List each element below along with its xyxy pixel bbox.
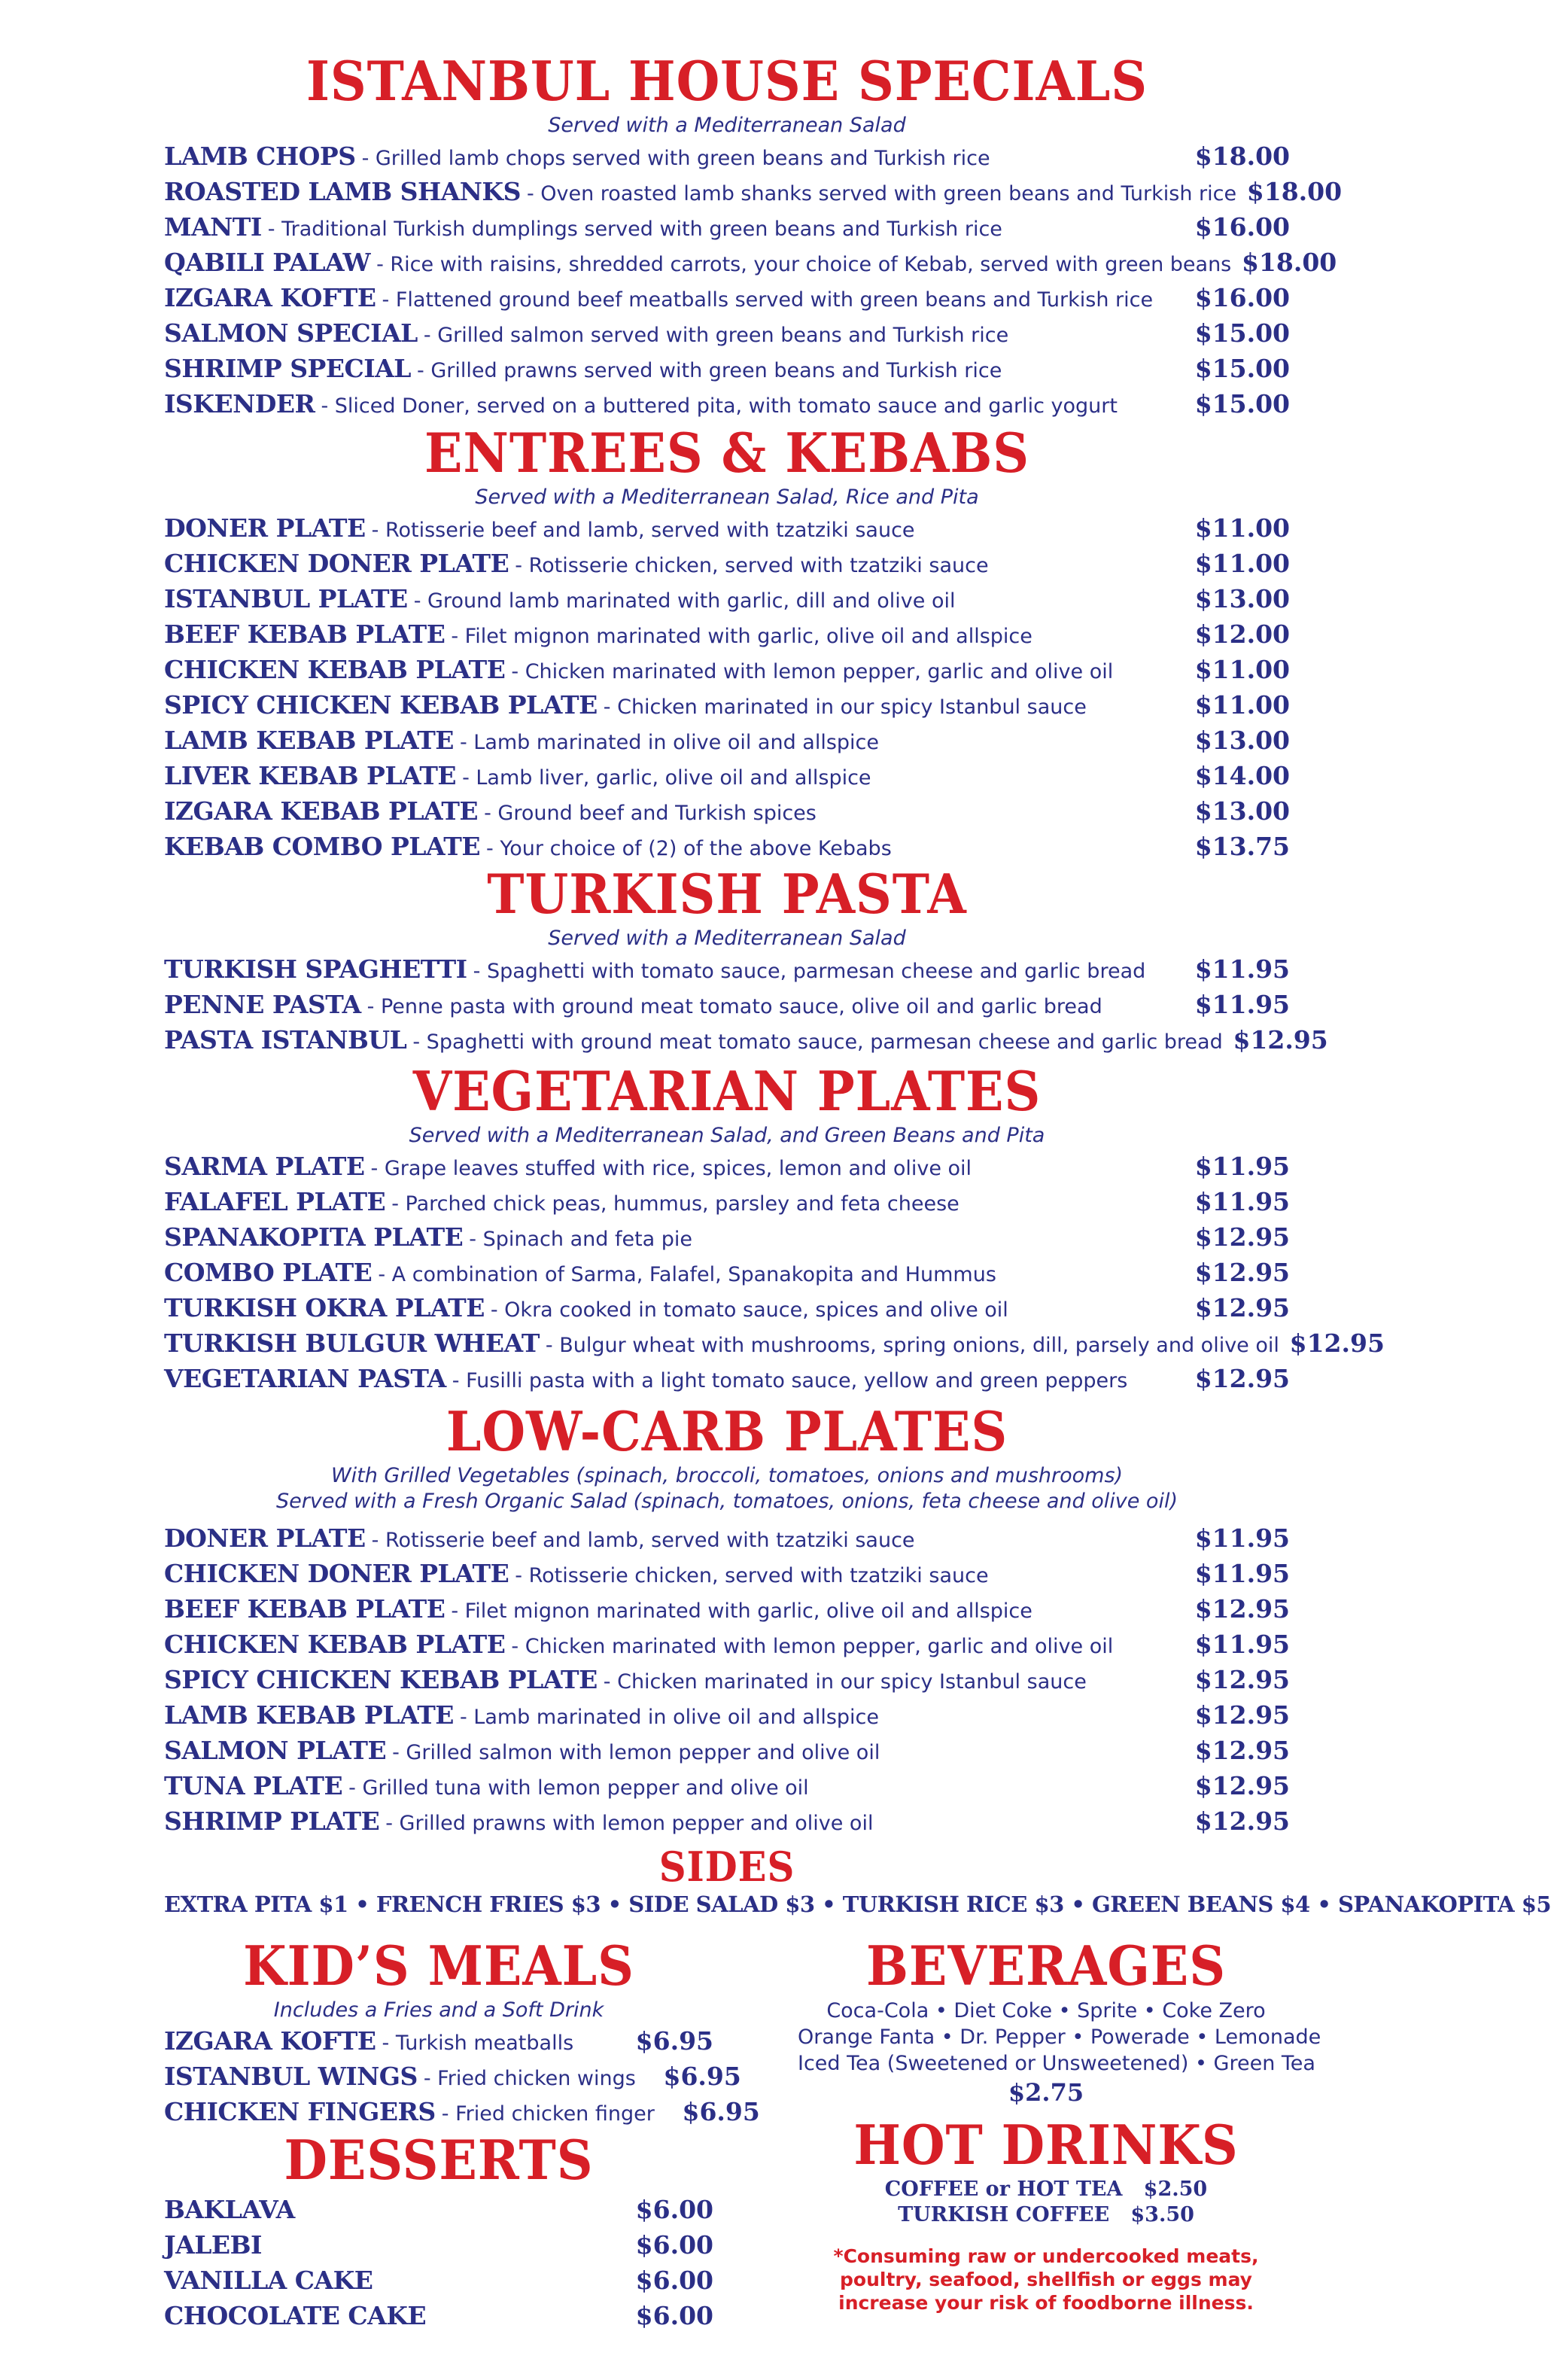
vegetarian-list: [164, 1149, 1385, 1396]
item-price: $14.00: [1194, 761, 1290, 790]
foodborne-warning: [798, 2245, 1294, 2315]
item-description: - Lamb liver, garlic, olive oil and allspice: [462, 766, 871, 790]
item-price: $12.95: [1194, 1222, 1290, 1252]
item-price: $13.00: [1194, 584, 1290, 613]
item-name: JALEBI: [164, 2230, 262, 2260]
item-name: QABILI PALAW: [164, 248, 371, 277]
item-description: - Grilled salmon with lemon pepper and olive oil: [392, 1741, 880, 1764]
vegetarian-subtitle: Served with a Mediterranean Salad, and Green Beans and Pita: [409, 1124, 1045, 1147]
specials-subtitle: Served with a Mediterranean Salad: [548, 114, 906, 137]
menu-item: [164, 1520, 1290, 1556]
menu-item: [164, 1627, 1290, 1662]
desserts-section: [164, 2129, 713, 2333]
warning-line: increase your risk of foodborne illness.: [838, 2292, 1254, 2314]
item-name: CHICKEN DONER PLATE: [164, 1559, 509, 1588]
beverage-line: Orange Fanta • Dr. Pepper • Powerade • Lemonade: [798, 2025, 1321, 2049]
item-name: SPICY CHICKEN KEBAB PLATE: [164, 690, 598, 720]
item-name: SALMON SPECIAL: [164, 318, 418, 348]
item-description: - Grilled tuna with lemon pepper and olive oil: [348, 1776, 809, 1800]
menu-item: [164, 1149, 1290, 1184]
item-price: $12.95: [1194, 1258, 1290, 1287]
pasta-section: [164, 862, 1328, 1058]
menu-item: [164, 1361, 1290, 1396]
kids-subtitle: Includes a Fries and a Soft Drink: [273, 1998, 604, 2022]
item-name: TURKISH SPAGHETTI: [164, 954, 467, 984]
hot-drink-row: [798, 2177, 1294, 2202]
menu-item: [164, 581, 1290, 616]
item-name: SPICY CHICKEN KEBAB PLATE: [164, 1665, 598, 1694]
item-price: $11.00: [1194, 513, 1290, 543]
item-description: - Grape leaves stuffed with rice, spices, lemon and olive oil: [370, 1157, 972, 1180]
item-description: - Chicken marinated with lemon pepper, garlic and olive oil: [511, 660, 1114, 683]
hot-drinks-section: [798, 2114, 1294, 2315]
specials-section: [164, 49, 1343, 422]
pasta-title: TURKISH PASTA: [487, 862, 967, 926]
item-name: CHOCOLATE CAKE: [164, 2301, 427, 2330]
menu-item: [164, 1591, 1290, 1627]
item-description: - Bulgur wheat with mushrooms, spring onions, dill, parsely and olive oil: [545, 1334, 1279, 1357]
item-name: CHICKEN KEBAB PLATE: [164, 1630, 506, 1659]
lowcarb-section: [164, 1400, 1290, 1839]
menu-item: [164, 1219, 1290, 1255]
item-price: $11.00: [1194, 549, 1290, 578]
item-price: $11.95: [1194, 1523, 1290, 1553]
entrees-title: ENTREES & KEBABS: [424, 421, 1030, 485]
item-name: SHRIMP SPECIAL: [164, 354, 412, 383]
item-price: $16.00: [1194, 212, 1290, 242]
item-description: - Sliced Doner, served on a buttered pita, with tomato sauce and garlic yogurt: [321, 394, 1118, 418]
item-name: VANILLA CAKE: [164, 2266, 373, 2295]
item-price: $12.00: [1194, 619, 1290, 649]
menu-item: [164, 652, 1290, 687]
item-description: - Grilled prawns with lemon pepper and olive oil: [385, 1812, 874, 1835]
item-name: SARMA PLATE: [164, 1152, 365, 1181]
item-name: VEGETARIAN PASTA: [164, 1364, 446, 1393]
pasta-subtitle: Served with a Mediterranean Salad: [548, 927, 906, 950]
menu-item: [164, 1022, 1328, 1058]
menu-item: [164, 987, 1290, 1022]
menu-item: [164, 546, 1290, 581]
menu-item: [164, 723, 1290, 758]
kids-title: KID’S MEALS: [243, 1934, 634, 1998]
item-description: - Penne pasta with ground meat tomato sauce, olive oil and garlic bread: [366, 995, 1102, 1018]
item-price: $13.00: [1194, 796, 1290, 826]
menu-item: [164, 2094, 760, 2129]
menu-item: [164, 2059, 741, 2094]
item-price: $6.95: [682, 2097, 760, 2126]
item-description: - Filet mignon marinated with garlic, olive oil and allspice: [451, 625, 1032, 648]
item-price: $12.95: [1194, 1700, 1290, 1730]
item-description: - Lamb marinated in olive oil and allspice: [459, 731, 880, 754]
item-description: - Parched chick peas, hummus, parsley and feta cheese: [391, 1192, 959, 1216]
lowcarb-subtitle-2: Served with a Fresh Organic Salad (spinach, tomatoes, onions, feta cheese and olive oil): [275, 1490, 1178, 1513]
menu-item: [164, 1255, 1290, 1290]
item-price: $6.95: [635, 2026, 713, 2056]
item-name: DONER PLATE: [164, 513, 366, 543]
item-description: - Rotisserie beef and lamb, served with tzatziki sauce: [371, 519, 915, 542]
item-price: $15.00: [1194, 389, 1290, 418]
lowcarb-list: [164, 1520, 1290, 1839]
entrees-section: [164, 422, 1290, 864]
warning-line: poultry, seafood, shellfish or eggs may: [840, 2269, 1252, 2290]
item-description: - Fried chicken finger: [441, 2102, 655, 2126]
vegetarian-section: [164, 1059, 1385, 1396]
item-description: - Rotisserie chicken, served with tzatziki sauce: [515, 1564, 989, 1587]
item-price: $11.95: [1194, 1559, 1290, 1588]
item-name: TUNA PLATE: [164, 1771, 343, 1800]
item-price: $15.00: [1194, 318, 1290, 348]
kids-section: [164, 1934, 760, 2129]
item-price: $11.95: [1194, 990, 1290, 1019]
item-price: $12.95: [1289, 1328, 1385, 1358]
item-price: $13.00: [1194, 726, 1290, 755]
entrees-subtitle: Served with a Mediterranean Salad, Rice and Pita: [475, 485, 979, 509]
item-name: KEBAB COMBO PLATE: [164, 832, 481, 861]
sides-line: EXTRA PITA $1 • FRENCH FRIES $3 • SIDE SALAD $3 • TURKISH RICE $3 • GREEN BEANS $4 • SPANAKOPITA $5: [164, 1892, 1551, 1917]
item-description: - Filet mignon marinated with garlic, olive oil and allspice: [451, 1599, 1032, 1623]
menu-item: [164, 2263, 713, 2298]
warning-line: *Consuming raw or undercooked meats,: [833, 2245, 1259, 2267]
menu-item: [164, 951, 1290, 987]
item-name: IZGARA KOFTE: [164, 283, 376, 312]
item-name: DONER PLATE: [164, 1523, 366, 1553]
sides-title: SIDES: [658, 1843, 795, 1891]
item-description: - Lamb marinated in olive oil and allspice: [459, 1706, 880, 1729]
vegetarian-title: VEGETARIAN PLATES: [412, 1059, 1042, 1123]
sides-section: [164, 1843, 1551, 1919]
item-price: $18.00: [1241, 248, 1337, 277]
item-name: CHICKEN FINGERS: [164, 2097, 436, 2126]
hot-drink-price: $2.50: [1143, 2178, 1208, 2201]
menu-item: [164, 793, 1290, 829]
item-price: $18.00: [1246, 177, 1343, 206]
item-description: - Flattened ground beef meatballs served with green beans and Turkish rice: [382, 288, 1154, 312]
entrees-list: [164, 510, 1290, 864]
item-name: BAKLAVA: [164, 2195, 295, 2224]
item-name: LAMB CHOPS: [164, 142, 356, 171]
hot-drink-row: [798, 2202, 1294, 2228]
lowcarb-subtitle-1: With Grilled Vegetables (spinach, broccoli, tomatoes, onions and mushrooms): [330, 1464, 1124, 1487]
item-price: $12.95: [1194, 1594, 1290, 1624]
item-name: ISTANBUL WINGS: [164, 2062, 418, 2091]
item-price: $11.95: [1194, 1187, 1290, 1216]
hot-drinks-title: HOT DRINKS: [853, 2113, 1239, 2177]
menu-item: [164, 510, 1290, 546]
item-description: - Oven roasted lamb shanks served with green beans and Turkish rice: [526, 182, 1237, 205]
beverage-line: Iced Tea (Sweetened or Unsweetened) • Green Tea: [798, 2052, 1315, 2075]
menu-item: [164, 1697, 1290, 1733]
item-name: SPANAKOPITA PLATE: [164, 1222, 464, 1252]
item-name: COMBO PLATE: [164, 1258, 373, 1287]
item-name: LAMB KEBAB PLATE: [164, 1700, 454, 1730]
hot-drink-name: COFFEE or HOT TEA: [884, 2178, 1123, 2201]
beverage-price: $2.75: [1008, 2078, 1084, 2107]
item-price: $12.95: [1194, 1736, 1290, 1765]
item-name: ROASTED LAMB SHANKS: [164, 177, 521, 206]
item-price: $12.95: [1233, 1025, 1328, 1055]
item-price: $12.95: [1194, 1771, 1290, 1800]
item-name: ISTANBUL PLATE: [164, 584, 408, 613]
item-name: IZGARA KEBAB PLATE: [164, 796, 479, 826]
menu-item: [164, 1325, 1385, 1361]
item-name: TURKISH BULGUR WHEAT: [164, 1328, 540, 1358]
menu-item: [164, 2227, 713, 2263]
menu-item: [164, 2192, 713, 2227]
specials-list: [164, 138, 1343, 422]
item-price: $13.75: [1194, 832, 1290, 861]
item-description: - Chicken marinated in our spicy Istanbul sauce: [603, 695, 1087, 719]
item-description: - Chicken marinated in our spicy Istanbul sauce: [603, 1670, 1087, 1694]
item-price: $12.95: [1194, 1293, 1290, 1322]
item-name: SALMON PLATE: [164, 1736, 387, 1765]
menu-item: [164, 2298, 713, 2333]
item-price: $11.00: [1194, 655, 1290, 684]
item-description: - Chicken marinated with lemon pepper, garlic and olive oil: [511, 1635, 1114, 1658]
item-description: - Grilled salmon served with green beans and Turkish rice: [423, 324, 1009, 347]
item-name: BEEF KEBAB PLATE: [164, 1594, 446, 1624]
item-description: - Ground beef and Turkish spices: [484, 802, 817, 825]
menu-item: [164, 209, 1290, 245]
hot-drink-price: $3.50: [1130, 2203, 1194, 2226]
menu-item: [164, 386, 1290, 422]
hot-drink-name: TURKISH COFFEE: [898, 2203, 1110, 2226]
item-description: - Spaghetti with tomato sauce, parmesan cheese and garlic bread: [473, 960, 1146, 983]
item-description: - A combination of Sarma, Falafel, Spanakopita and Hummus: [378, 1263, 996, 1286]
menu-item: [164, 245, 1337, 280]
item-price: $18.00: [1194, 142, 1290, 171]
menu-item: [164, 829, 1290, 864]
item-name: LIVER KEBAB PLATE: [164, 761, 457, 790]
desserts-list: [164, 2192, 713, 2333]
item-price: $12.95: [1194, 1364, 1290, 1393]
item-price: $6.00: [635, 2195, 713, 2224]
item-name: MANTI: [164, 212, 262, 242]
menu-item: [164, 280, 1290, 315]
item-name: PENNE PASTA: [164, 990, 361, 1019]
item-name: FALAFEL PLATE: [164, 1187, 386, 1216]
specials-title: ISTANBUL HOUSE SPECIALS: [306, 49, 1148, 113]
menu-item: [164, 1662, 1290, 1697]
item-price: $11.95: [1194, 1630, 1290, 1659]
item-description: - Ground lamb marinated with garlic, dill and olive oil: [413, 589, 956, 613]
item-description: - Rotisserie chicken, served with tzatziki sauce: [515, 554, 989, 577]
item-price: $6.00: [635, 2266, 713, 2295]
item-name: TURKISH OKRA PLATE: [164, 1293, 485, 1322]
beverage-line: Coca-Cola • Diet Coke • Sprite • Coke Zero: [826, 1999, 1266, 2022]
item-price: $12.95: [1194, 1665, 1290, 1694]
item-description: - Traditional Turkish dumplings served with green beans and Turkish rice: [267, 218, 1002, 241]
item-name: CHICKEN DONER PLATE: [164, 549, 509, 578]
item-description: - Spinach and feta pie: [469, 1228, 693, 1251]
menu-item: [164, 1184, 1290, 1219]
item-description: - Fried chicken wings: [423, 2067, 636, 2090]
menu-item: [164, 174, 1343, 209]
menu-item: [164, 616, 1290, 652]
item-description: - Spaghetti with ground meat tomato sauce, parmesan cheese and garlic bread: [412, 1030, 1223, 1054]
item-description: - Rotisserie beef and lamb, served with tzatziki sauce: [371, 1529, 915, 1552]
item-price: $15.00: [1194, 354, 1290, 383]
menu-item: [164, 138, 1290, 174]
menu-item: [164, 1803, 1290, 1839]
desserts-title: DESSERTS: [284, 2128, 594, 2192]
item-name: BEEF KEBAB PLATE: [164, 619, 446, 649]
menu-item: [164, 315, 1290, 351]
kids-list: [164, 2023, 760, 2129]
item-price: $12.95: [1194, 1806, 1290, 1836]
item-name: CHICKEN KEBAB PLATE: [164, 655, 506, 684]
item-description: - Rice with raisins, shredded carrots, your choice of Kebab, served with green beans: [376, 253, 1232, 276]
pasta-list: [164, 951, 1328, 1058]
item-price: $6.00: [635, 2301, 713, 2330]
item-price: $11.00: [1194, 690, 1290, 720]
lowcarb-title: LOW-CARB PLATES: [446, 1399, 1008, 1463]
item-name: SHRIMP PLATE: [164, 1806, 380, 1836]
item-price: $6.00: [635, 2230, 713, 2260]
menu-item: [164, 1290, 1290, 1325]
item-name: PASTA ISTANBUL: [164, 1025, 407, 1055]
item-description: - Grilled prawns served with green beans and Turkish rice: [417, 359, 1002, 382]
beverages-title: BEVERAGES: [866, 1934, 1226, 1998]
item-description: - Okra cooked in tomato sauce, spices and olive oil: [490, 1298, 1008, 1322]
item-name: ISKENDER: [164, 389, 315, 418]
menu-item: [164, 2023, 713, 2059]
menu-item: [164, 1556, 1290, 1591]
item-price: $16.00: [1194, 283, 1290, 312]
menu-item: [164, 758, 1290, 793]
item-description: - Your choice of (2) of the above Kebabs: [486, 837, 892, 860]
item-price: $11.95: [1194, 954, 1290, 984]
menu-item: [164, 1733, 1290, 1768]
item-price: $11.95: [1194, 1152, 1290, 1181]
item-description: - Fusilli pasta with a light tomato sauce, yellow and green peppers: [452, 1369, 1128, 1392]
item-description: - Grilled lamb chops served with green beans and Turkish rice: [361, 147, 990, 170]
menu-item: [164, 687, 1290, 723]
item-description: - Turkish meatballs: [382, 2032, 574, 2055]
item-name: IZGARA KOFTE: [164, 2026, 376, 2056]
menu-item: [164, 351, 1290, 386]
menu-item: [164, 1768, 1290, 1803]
item-price: $6.95: [663, 2062, 741, 2091]
item-name: LAMB KEBAB PLATE: [164, 726, 454, 755]
beverages-section: [798, 1934, 1321, 2108]
